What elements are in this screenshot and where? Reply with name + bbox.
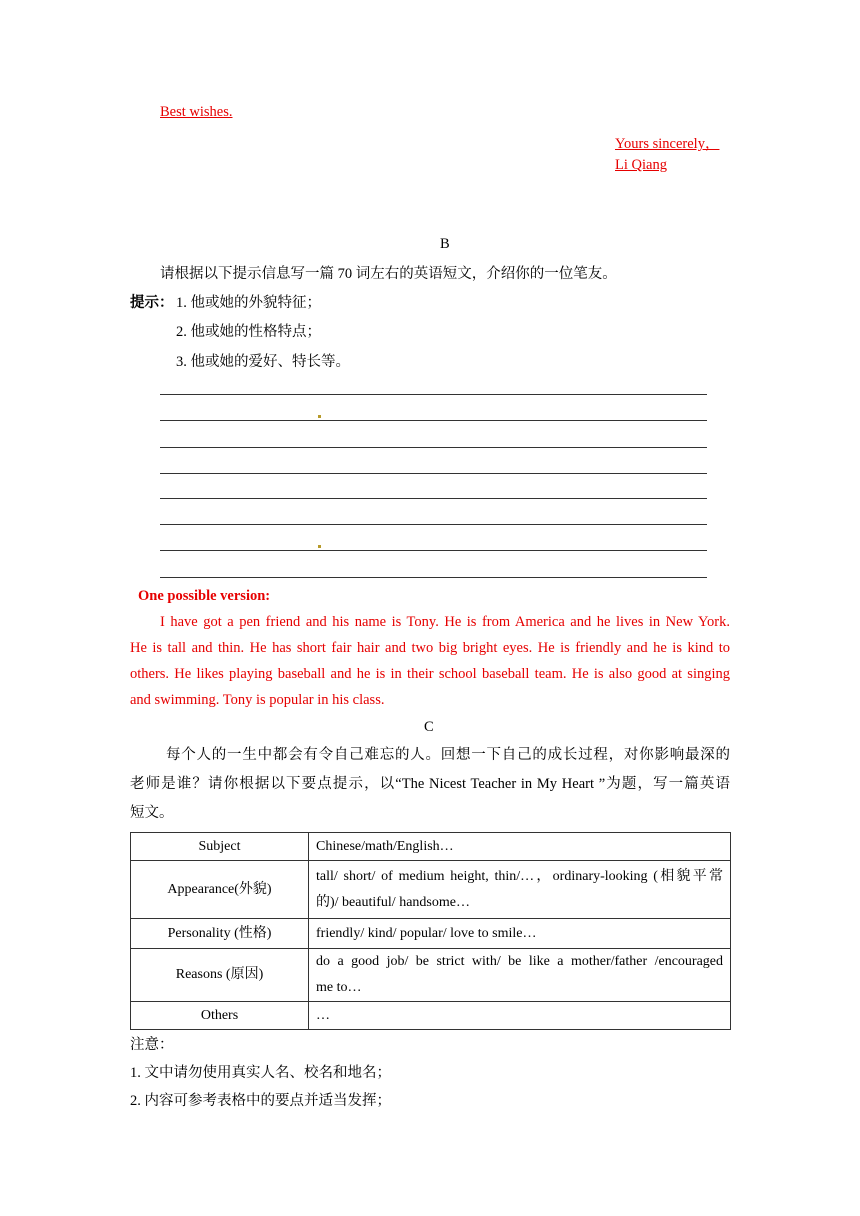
writing-line	[160, 577, 707, 578]
table-row	[131, 861, 731, 919]
table-value	[309, 861, 731, 919]
marker-dot	[318, 415, 321, 418]
section-c-label: C	[424, 719, 434, 735]
sample-line: and swimming. Tony is popular in his class.	[130, 692, 385, 708]
writing-line	[160, 420, 707, 421]
note-item: 1. 文中请勿使用真实人名、校名和地名；	[130, 1065, 391, 1081]
writing-line	[160, 473, 707, 474]
table-key: Others	[131, 1002, 309, 1030]
hint-item: 2. 他或她的性格特点；	[176, 324, 321, 340]
letter-closing: Best wishes.	[160, 104, 233, 120]
letter-signoff: Yours sincerely，	[615, 136, 720, 152]
intro-line: 每个人的一生中都会有令自己难忘的人。回想一下自己的成长过程，对你影响最深的	[166, 747, 730, 763]
intro-line: 老师是谁？请你根据以下要点提示，以“The Nicest Teacher in My Heart ”为题，写一篇英语	[130, 776, 730, 792]
table-value-line: me to…	[316, 980, 362, 995]
writing-line	[160, 550, 707, 551]
intro-line: 短文。	[130, 805, 174, 821]
sample-line: He is tall and thin. He has short fair hair and two big bright eyes. He is friendly and he is kind to	[130, 640, 730, 656]
sample-line: I have got a pen friend and his name is Tony. He is from America and he lives in New York.	[160, 614, 730, 630]
writing-line	[160, 394, 707, 395]
letter-name: Li Qiang	[615, 157, 667, 173]
writing-line	[160, 447, 707, 448]
requirements-table	[130, 832, 731, 1030]
section-c-intro	[130, 741, 730, 828]
table-value-line: do a good job/ be strict with/ be like a mother/father /encouraged	[316, 954, 723, 969]
table-row	[131, 1002, 731, 1030]
table-key: Personality (性格)	[131, 919, 309, 949]
table-value: Chinese/math/English…	[309, 833, 731, 861]
table-value-line: tall/ short/ of medium height, thin/…，ordinary-looking (相貌平常	[316, 868, 723, 884]
table-key: Subject	[131, 833, 309, 861]
sample-answer	[130, 609, 730, 713]
table-value	[309, 949, 731, 1002]
table-key: Appearance(外貌)	[131, 861, 309, 919]
sample-title: One possible version:	[138, 588, 271, 604]
table-value: friendly/ kind/ popular/ love to smile…	[309, 919, 731, 949]
table-row	[131, 949, 731, 1002]
table-value-line: 的)/ beautiful/ handsome…	[316, 894, 470, 910]
table-key: Reasons (原因)	[131, 949, 309, 1002]
writing-line	[160, 524, 707, 525]
section-b-instruction: 请根据以下提示信息写一篇 70 词左右的英语短文，介绍你的一位笔友。	[160, 266, 617, 282]
writing-line	[160, 498, 707, 499]
marker-dot	[318, 545, 321, 548]
hint-item: 1. 他或她的外貌特征；	[176, 295, 321, 311]
hint-item: 3. 他或她的爱好、特长等。	[176, 354, 350, 370]
table-row	[131, 919, 731, 949]
note-label: 注意：	[130, 1037, 174, 1053]
note-item: 2. 内容可参考表格中的要点并适当发挥；	[130, 1093, 391, 1109]
table-row	[131, 833, 731, 861]
sample-line: others. He likes playing baseball and he is in their school baseball team. He is also good at singing	[130, 666, 730, 682]
table-value: …	[309, 1002, 731, 1030]
section-b-label: B	[440, 236, 450, 252]
hint-label: 提示：	[130, 295, 174, 311]
